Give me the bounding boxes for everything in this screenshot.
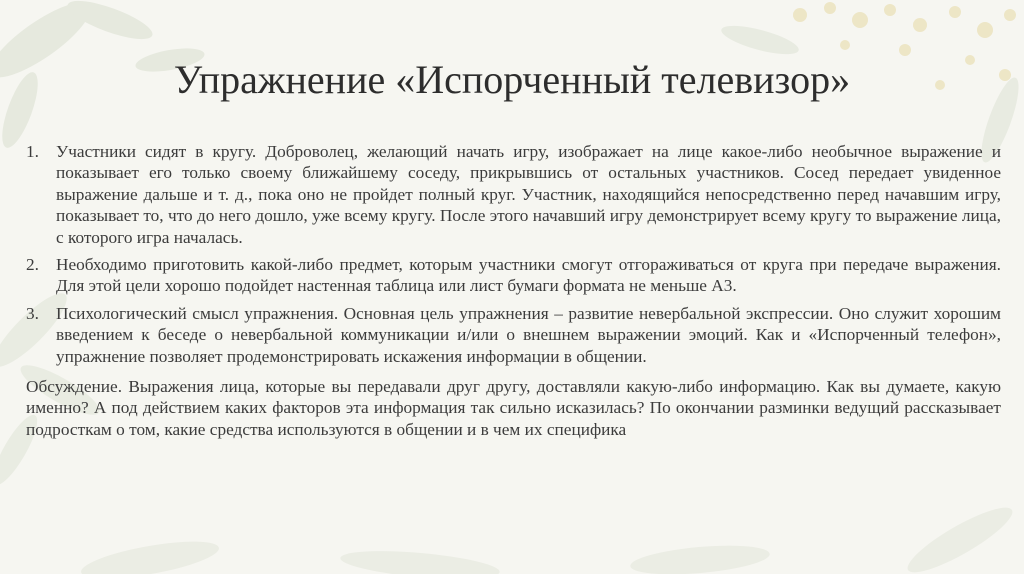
slide-content [26, 141, 1001, 440]
discussion-paragraph: Обсуждение. Выражения лица, которые вы передавали друг другу, доставляли какую-либо информацию. Как вы думаете, какую именно? А под действием каких факторов эта информация так сильно исказилась? По окончании разминки ведущий рассказывает подросткам о том, какие средства используются в общении и в чем их специфика [26, 377, 1001, 439]
list-item-text: Участники сидят в кругу. Доброволец, желающий начать игру, изображает на лице какое-либо необычное выражение и показывает его только своему ближайшему соседу, прикрывшись от остальных участников. Сосед передает увиденное выражение дальше и т. д., пока оно не пройдет полный круг. Участник, находящийся непосредственно перед начавшим игру, показывает то, что до него дошло, уже всему кругу. После этого начавший игру демонстрирует всему кругу то выражение лица, с которого игра началась. [56, 142, 1001, 247]
leaf-cluster-bottom [79, 498, 1019, 574]
list-item [26, 254, 1001, 297]
list-item [26, 303, 1001, 367]
list-item-text: Необходимо приготовить какой-либо предмет, которым участники смогут отгораживаться от круга при передаче выражения. Для этой цели хорошо подойдет настенная таблица или лист бумаги формата не меньше А3. [56, 255, 1001, 296]
list-item-number: 1. [26, 142, 39, 161]
list-item-text: Психологический смысл упражнения. Основная цель упражнения – развитие невербальной экспрессии. Оно служит хорошим введением к беседе о невербальной коммуникации и/или о внешнем выражении эмоций. Как и «Испорченный телефон», упражнение позволяет продемонстрировать искажения информации в общении. [56, 303, 1001, 366]
list-item-number: 3. [26, 303, 39, 323]
list-item-number: 2. [26, 255, 39, 275]
slide-title: Упражнение «Испорченный телевизор» [173, 57, 851, 102]
list-item [26, 141, 1001, 248]
